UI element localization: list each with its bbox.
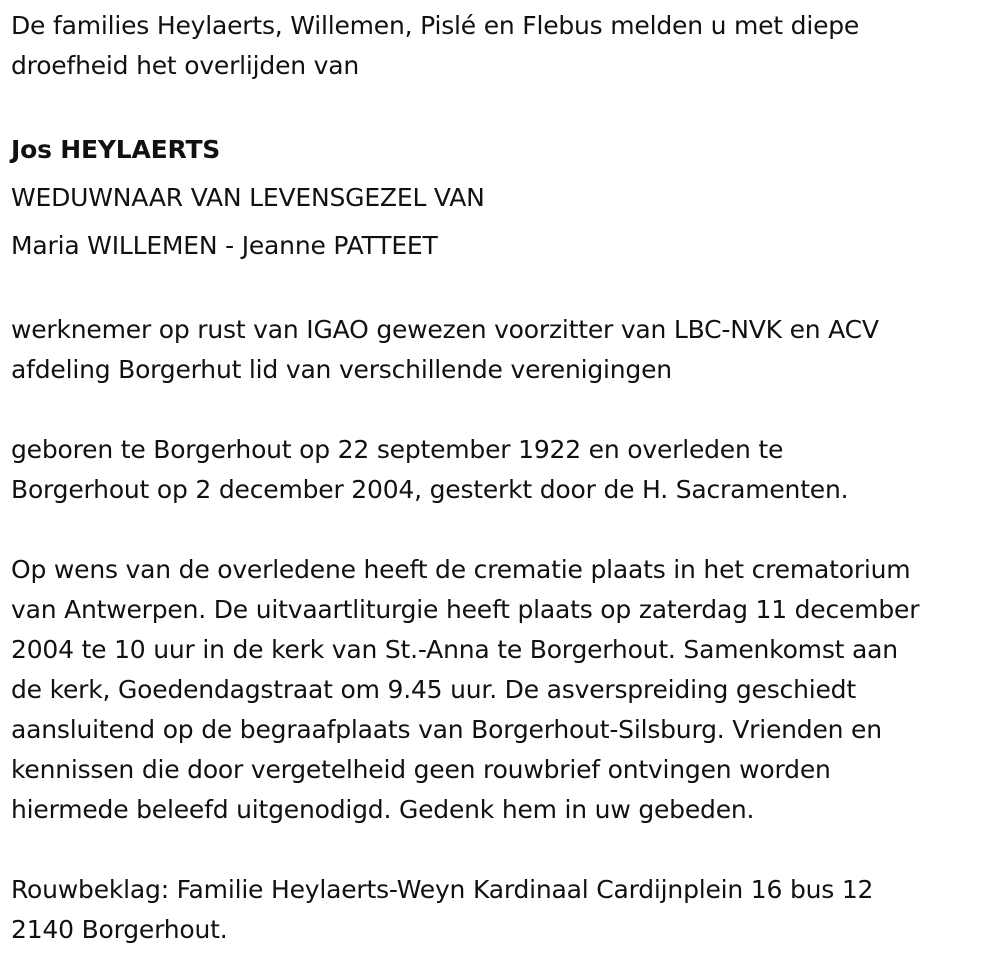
ceremony-line-2: van Antwerpen. De uitvaartliturgie heeft plaats op zaterdag 11 december bbox=[11, 595, 920, 624]
career-line-2: afdeling Borgerhut lid van verschillende verenigingen bbox=[11, 355, 672, 384]
ceremony-line-5: aansluitend op de begraafplaats van Borgerhout-Silsburg. Vrienden en bbox=[11, 715, 882, 744]
career-line-1: werknemer op rust van IGAO gewezen voorzitter van LBC-NVK en ACV bbox=[11, 315, 879, 344]
spacer bbox=[11, 510, 996, 550]
ceremony-line-4: de kerk, Goedendagstraat om 9.45 uur. De asverspreiding geschiedt bbox=[11, 675, 856, 704]
spacer bbox=[11, 270, 996, 310]
spacer bbox=[11, 390, 996, 430]
obituary-document bbox=[11, 6, 996, 950]
ceremony-line-6: kennissen die door vergetelheid geen rouwbrief ontvingen worden bbox=[11, 755, 831, 784]
ceremony-line-7: hiermede beleefd uitgenodigd. Gedenk hem in uw gebeden. bbox=[11, 795, 755, 824]
intro-line-1: De families Heylaerts, Willemen, Pislé en Flebus melden u met diepe bbox=[11, 11, 860, 40]
deceased-spouses: Maria WILLEMEN - Jeanne PATTEET bbox=[11, 231, 438, 260]
condolences-line-1: Rouwbeklag: Familie Heylaerts-Weyn Kardinaal Cardijnplein 16 bus 12 bbox=[11, 875, 874, 904]
spacer bbox=[11, 86, 996, 126]
deceased-name: Jos HEYLAERTS bbox=[11, 135, 221, 164]
ceremony-line-3: 2004 te 10 uur in de kerk van St.-Anna te Borgerhout. Samenkomst aan bbox=[11, 635, 898, 664]
life-dates-line-2: Borgerhout op 2 december 2004, gesterkt door de H. Sacramenten. bbox=[11, 475, 849, 504]
ceremony-line-1: Op wens van de overledene heeft de crematie plaats in het crematorium bbox=[11, 555, 911, 584]
deceased-relation: WEDUWNAAR VAN LEVENSGEZEL VAN bbox=[11, 183, 485, 212]
life-dates-line-1: geboren te Borgerhout op 22 september 1922 en overleden te bbox=[11, 435, 784, 464]
intro-line-2: droefheid het overlijden van bbox=[11, 51, 360, 80]
spacer bbox=[11, 830, 996, 870]
condolences-line-2: 2140 Borgerhout. bbox=[11, 915, 228, 944]
